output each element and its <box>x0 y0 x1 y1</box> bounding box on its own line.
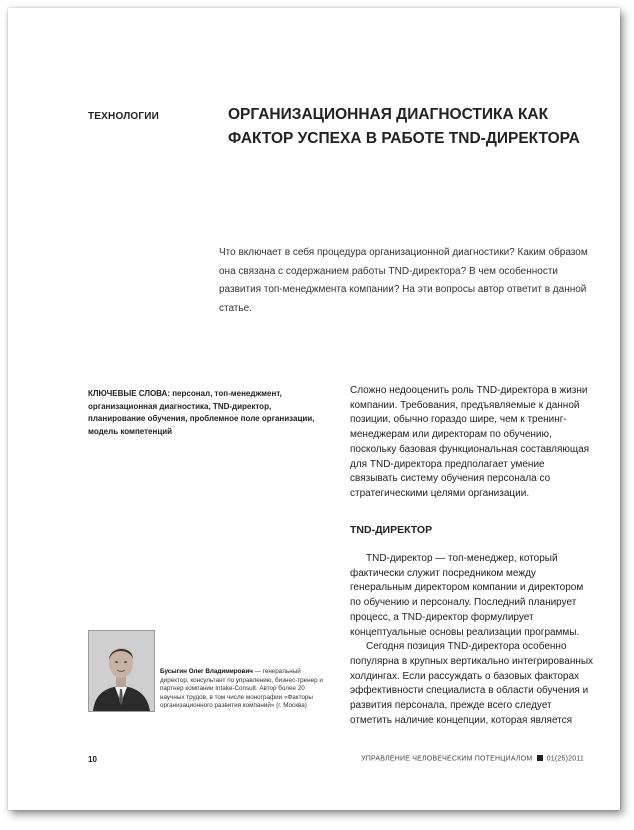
section-label: ТЕХНОЛОГИИ <box>88 111 160 122</box>
keywords-block <box>88 388 324 438</box>
page-number: 10 <box>88 755 97 764</box>
journal-footer <box>361 755 584 763</box>
article-title-line-1: ОРГАНИЗАЦИОННАЯ ДИАГНОСТИКА КАК <box>228 106 549 123</box>
keywords-label: КЛЮЧЕВЫЕ СЛОВА: <box>88 389 170 398</box>
article-title <box>228 103 588 151</box>
keywords-text: персонал, топ-менеджмент, организационная диагностика, TND-директор, планирование обучения, проблемное поле организации, модель компетенций <box>88 389 315 436</box>
author-portrait-drawing <box>89 631 154 711</box>
section-paragraph-2: Сегодня позиция TND-директора особенно популярна в крупных вертикально интегрированных холдингах. Если рассуждать о базовых факторах эффективности специалиста в области обучения и развития персонала, прежде всего следует отметить наличие концепции, которая является <box>350 641 594 726</box>
article-lead: Что включает в себя процедура организационной диагностики? Каким образом она связана с содержанием работы TND-директора? В чем особенности развития топ-менеджмента компании? На эти вопросы автор ответит в данной статье. <box>219 247 588 314</box>
author-name: Бусыгин Олег Владимирович <box>160 668 253 675</box>
square-separator-icon <box>537 755 543 761</box>
section-paragraph-1: TND-директор — топ-менеджер, который фактически служит посредником между генеральным директором компании и директором по обучению и персоналу. Последний планирует процесс, а TND-директор формулирует концептуальные основы реализации программы. <box>350 553 584 638</box>
journal-issue: 01(25)2011 <box>546 755 584 763</box>
article-title-line-2: ФАКТОР УСПЕХА В РАБОТЕ TND-ДИРЕКТОРА <box>228 130 580 147</box>
section-body <box>350 552 594 728</box>
magazine-page <box>8 8 620 810</box>
journal-name: УПРАВЛЕНИЕ ЧЕЛОВЕЧЕСКИМ ПОТЕНЦИАЛОМ <box>361 755 533 763</box>
author-bio-text: — генеральный директор, консультант по управлению, бизнес-тренер и партнер компании Intake-Consult. Автор более 20 научных трудов, в том числе монографии «Факторы организационного развития компаний» (г. Москва) <box>160 668 323 710</box>
intro-paragraph: Сложно недооценить роль TND-директора в жизни компании. Требования, предъявляемые к данной позиции, обычно гораздо шире, чем к тренинг-менеджерам или директорам по обучению, поскольку базовая функциональная составляющая для TND-директора предполагает умение связывать систему обучения персонала со стратегическими целями организации. <box>350 385 590 499</box>
author-portrait-icon <box>88 630 155 712</box>
section-heading: TND-ДИРЕКТОР <box>350 524 433 536</box>
author-bio <box>160 668 330 711</box>
intro-column <box>350 384 594 502</box>
